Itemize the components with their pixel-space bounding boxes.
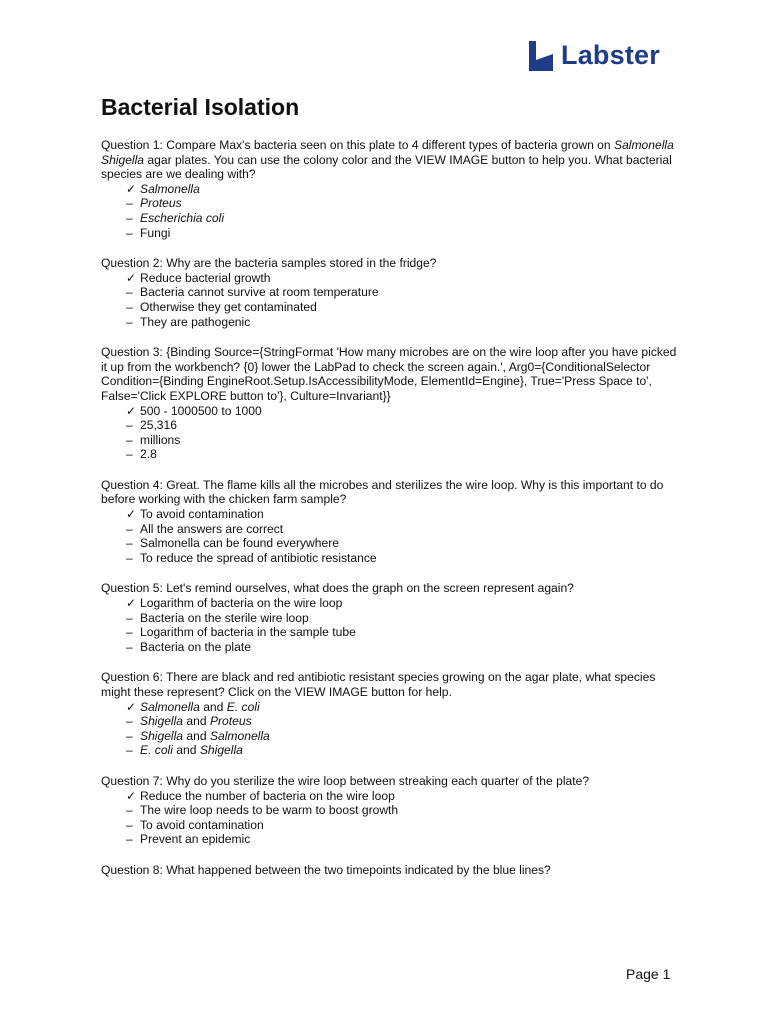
answer-list — [101, 700, 681, 758]
text-run: Question 2: Why are the bacteria samples stored in the fridge? — [101, 256, 437, 271]
italic-text: Salmonella Shigella — [101, 138, 674, 167]
answer-option — [126, 507, 681, 522]
answer-option — [126, 832, 681, 847]
question-text — [101, 774, 681, 789]
text-run: Otherwise they get contaminated — [140, 299, 317, 314]
text-run: To avoid contamination — [140, 507, 264, 522]
text-run: Question 3: {Binding Source={StringFormat 'How many microbes are on the wire loop after you have picked it up from the workbench? {0} lower the LabPad to check the screen again.', Arg0={ConditionalSelector Condition={Binding EngineRoot.Setup.IsAccessibilityMode, ElementId=Engine}, True='Press Space to', False='Click EXPLORE button to'}, Culture=Invariant}} — [101, 345, 677, 403]
text-run: Fungi — [140, 225, 171, 240]
checkmark-icon: ✓ — [126, 270, 137, 285]
italic-text: Shigella — [199, 743, 243, 758]
checkmark-icon: ✓ — [126, 507, 137, 522]
dash-marker: – — [126, 728, 133, 743]
text-run: Logarithm of bacteria on the wire loop — [140, 596, 343, 611]
text-run: and — [183, 714, 210, 729]
answer-list — [101, 789, 681, 847]
answer-option — [126, 803, 681, 818]
answer-option — [126, 182, 681, 197]
dash-marker: – — [126, 743, 133, 758]
checkmark-icon: ✓ — [126, 788, 137, 803]
question-list — [101, 138, 681, 894]
answer-option — [126, 700, 681, 715]
question-text — [101, 256, 681, 271]
question-text — [101, 478, 681, 507]
text-run: Reduce bacterial growth — [140, 270, 271, 285]
answer-option — [126, 211, 681, 226]
question-8 — [101, 863, 681, 878]
text-run: 2.8 — [140, 447, 157, 462]
answer-option — [126, 447, 681, 462]
answer-option — [126, 271, 681, 286]
answer-option — [126, 536, 681, 551]
dash-marker: – — [126, 418, 133, 433]
answer-list — [101, 182, 681, 240]
text-run: Question 6: There are black and red antibiotic resistant species growing on the agar plate, what species might these represent? Click on the VIEW IMAGE button for help. — [101, 670, 656, 699]
page-title: Bacterial Isolation — [101, 94, 300, 120]
dash-marker: – — [126, 610, 133, 625]
answer-option — [126, 418, 681, 433]
text-run: and — [199, 699, 227, 714]
text-run: To reduce the spread of antibiotic resistance — [140, 550, 377, 565]
question-text — [101, 670, 681, 699]
answer-list — [101, 596, 681, 654]
text-run: Question 5: Let's remind ourselves, what does the graph on the screen represent again? — [101, 581, 574, 596]
dash-marker: – — [126, 225, 133, 240]
dash-marker: – — [126, 521, 133, 536]
answer-option — [126, 596, 681, 611]
dash-marker: – — [126, 314, 133, 329]
dash-marker: – — [126, 639, 133, 654]
answer-option — [126, 285, 681, 300]
question-text — [101, 863, 681, 878]
dash-marker: – — [126, 625, 133, 640]
answer-option — [126, 522, 681, 537]
answer-option — [126, 226, 681, 241]
answer-option — [126, 729, 681, 744]
question-3 — [101, 345, 681, 462]
dash-marker: – — [126, 714, 133, 729]
text-run: and — [183, 728, 210, 743]
italic-text: Shigella — [140, 728, 184, 743]
answer-option — [126, 551, 681, 566]
text-run: Question 7: Why do you sterilize the wire loop between streaking each quarter of the plate? — [101, 773, 590, 788]
dash-marker: – — [126, 285, 133, 300]
question-4 — [101, 478, 681, 566]
text-run: Bacteria on the sterile wire loop — [140, 610, 309, 625]
question-text — [101, 581, 681, 596]
question-6 — [101, 670, 681, 758]
text-run: and — [172, 743, 200, 758]
text-run: Logarithm of bacteria in the sample tube — [140, 625, 356, 640]
text-run: 25,316 — [140, 418, 177, 433]
text-run: Prevent an epidemic — [140, 832, 251, 847]
checkmark-icon: ✓ — [126, 403, 137, 418]
dash-marker: – — [126, 432, 133, 447]
checkmark-icon: ✓ — [126, 181, 137, 196]
italic-text: Salmonella — [209, 728, 270, 743]
answer-option — [126, 789, 681, 804]
dash-marker: – — [126, 447, 133, 462]
text-run: To avoid contamination — [140, 817, 264, 832]
question-5 — [101, 581, 681, 654]
dash-marker: – — [126, 832, 133, 847]
dash-marker: – — [126, 817, 133, 832]
question-text — [101, 345, 681, 403]
italic-text: Shigella — [140, 714, 184, 729]
text-run: They are pathogenic — [140, 314, 251, 329]
text-run: Bacteria on the plate — [140, 639, 251, 654]
question-1 — [101, 138, 681, 240]
answer-option — [126, 640, 681, 655]
italic-text: E. coli — [226, 699, 260, 714]
italic-text: Proteus — [140, 196, 182, 211]
text-run: Salmonella can be found everywhere — [140, 536, 339, 551]
answer-option — [126, 714, 681, 729]
question-7 — [101, 774, 681, 847]
answer-option — [126, 433, 681, 448]
dash-marker: – — [126, 550, 133, 565]
answer-option — [126, 611, 681, 626]
italic-text: Salmonella — [140, 181, 200, 196]
text-run: Question 1: Compare Max's bacteria seen on this plate to 4 different types of bacteria grown on — [101, 138, 614, 152]
text-run: millions — [140, 432, 181, 447]
brand-name: Labster — [561, 40, 660, 70]
italic-text: Escherichia coli — [140, 210, 225, 225]
text-run: agar plates. You can use the colony color and the VIEW IMAGE button to help you. What bacterial species are we dealing with? — [101, 152, 672, 182]
answer-list — [101, 404, 681, 462]
answer-option — [126, 300, 681, 315]
text-run: Bacteria cannot survive at room temperature — [140, 285, 379, 300]
checkmark-icon: ✓ — [126, 596, 137, 611]
dash-marker: – — [126, 536, 133, 551]
checkmark-icon: ✓ — [126, 699, 137, 714]
dash-marker: – — [126, 299, 133, 314]
italic-text: Salmonella — [140, 699, 200, 714]
answer-option — [126, 818, 681, 833]
italic-text: E. coli — [140, 743, 173, 758]
dash-marker: – — [126, 196, 133, 211]
italic-text: Proteus — [209, 714, 252, 729]
dash-marker: – — [126, 210, 133, 225]
text-run: Question 4: Great. The flame kills all the microbes and sterilizes the wire loop. Why is this important to do before working with the chicken farm sample? — [101, 477, 664, 507]
question-text — [101, 138, 681, 182]
answer-option — [126, 625, 681, 640]
answer-list — [101, 271, 681, 329]
page-number: Page 1 — [626, 966, 671, 982]
answer-option — [126, 196, 681, 211]
text-run: All the answers are correct — [140, 521, 284, 536]
labster-logo — [527, 40, 660, 71]
answer-option — [126, 743, 681, 758]
answer-option — [126, 404, 681, 419]
labster-logo-icon — [527, 41, 555, 71]
question-2 — [101, 256, 681, 329]
text-run: The wire loop needs to be warm to boost growth — [140, 803, 399, 818]
text-run: 500 - 1000500 to 1000 — [140, 403, 262, 418]
answer-list — [101, 507, 681, 565]
text-run: Reduce the number of bacteria on the wire loop — [140, 788, 395, 803]
answer-option — [126, 315, 681, 330]
dash-marker: – — [126, 803, 133, 818]
text-run: Question 8: What happened between the two timepoints indicated by the blue lines? — [101, 862, 551, 877]
